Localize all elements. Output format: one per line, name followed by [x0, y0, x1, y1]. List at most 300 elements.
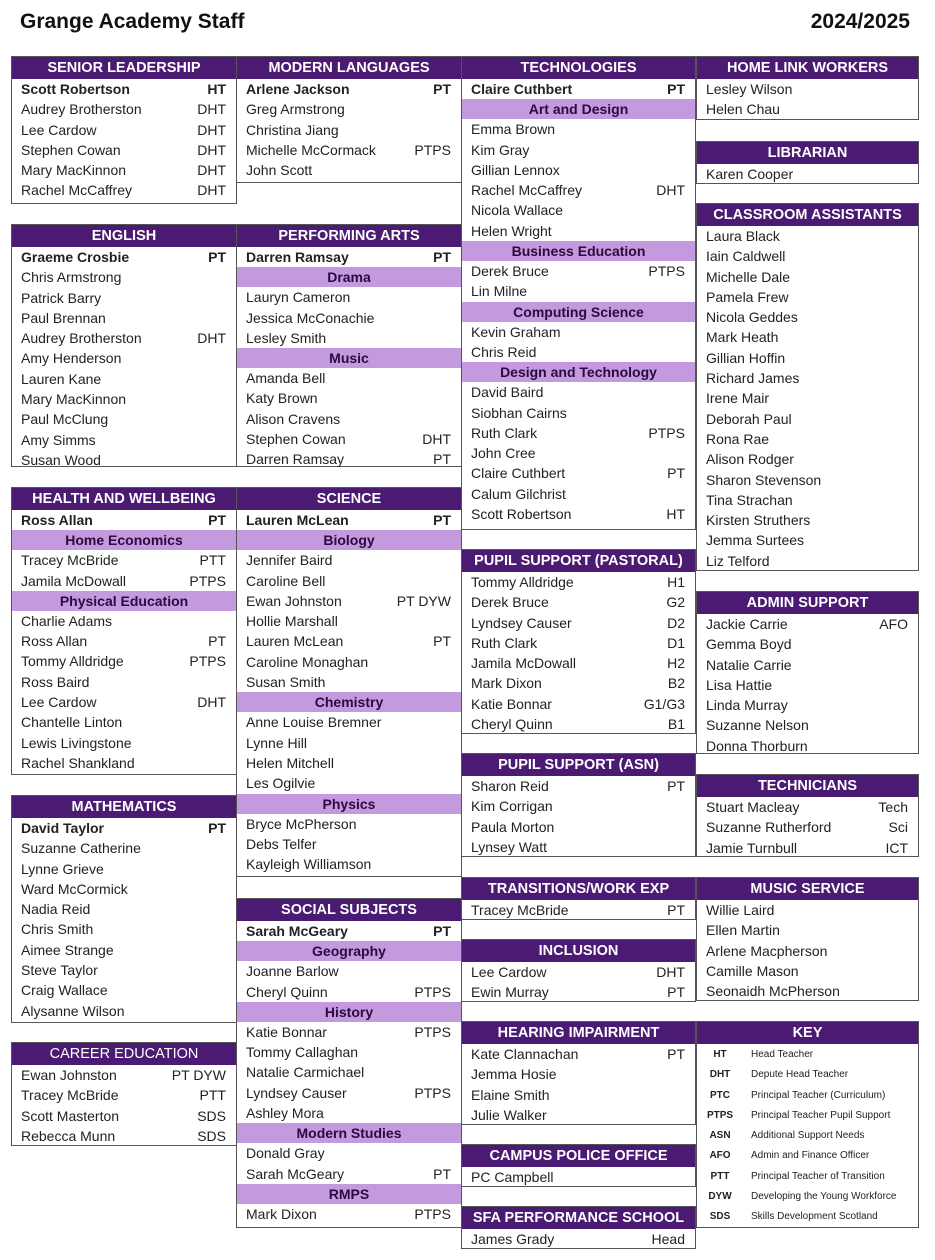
staff-role: B1: [667, 716, 685, 733]
staff-name: Tommy Callaghan: [246, 1044, 359, 1061]
staff-row: [237, 571, 461, 591]
staff-role: AFO: [879, 616, 908, 632]
staff-row: [12, 328, 236, 348]
staff-name: Lee Cardow: [21, 121, 97, 138]
staff-name: Sarah McGeary: [246, 923, 348, 939]
staff-role: PT: [433, 1165, 451, 1182]
staff-role: PT: [667, 465, 685, 482]
staff-row: [12, 308, 236, 328]
staff-name: Chris Reid: [471, 343, 537, 360]
key-row: [697, 1187, 918, 1207]
staff-row: [237, 712, 461, 732]
staff-role: DHT: [197, 694, 226, 711]
staff-row: [237, 79, 461, 99]
staff-name: Jemma Hosie: [471, 1066, 557, 1083]
staff-name: Kirsten Struthers: [706, 512, 811, 529]
section-header: MUSIC SERVICE: [697, 878, 918, 900]
staff-row: [697, 797, 918, 817]
staff-row: [462, 962, 695, 982]
staff-name: Darren Ramsay: [246, 451, 345, 468]
staff-name: Bryce McPherson: [246, 815, 357, 832]
staff-row: [237, 160, 461, 180]
staff-row: [697, 655, 918, 675]
staff-name: Alysanne Wilson: [21, 1002, 125, 1019]
key-code: DYW: [708, 1191, 732, 1203]
staff-name: Katie Bonnar: [246, 1023, 327, 1040]
staff-row: [462, 796, 695, 816]
staff-name: Lewis Livingstone: [21, 734, 132, 751]
key-code: AFO: [709, 1150, 731, 1162]
section-home-link: [696, 56, 919, 120]
staff-row: [697, 226, 918, 246]
staff-row: [697, 388, 918, 408]
section-librarian: [696, 141, 919, 184]
section-header: SFA PERFORMANCE SCHOOL: [462, 1207, 695, 1229]
staff-role: PT: [208, 633, 226, 650]
staff-name: Jamila McDowall: [471, 655, 577, 672]
section-header: MATHEMATICS: [12, 796, 236, 818]
staff-role: PTPS: [414, 1084, 451, 1101]
section-technicians: [696, 774, 919, 857]
staff-name: Camille Mason: [706, 962, 799, 979]
key-description: Admin and Finance Officer: [751, 1150, 870, 1162]
subsection-header-physics: Physics: [237, 794, 461, 814]
staff-name: PC Campbell: [471, 1169, 554, 1185]
section-modern-languages: [236, 56, 462, 183]
staff-row: [12, 919, 236, 939]
staff-row: [462, 694, 695, 714]
staff-name: Jessica McConachie: [246, 309, 375, 326]
staff-row: [237, 652, 461, 672]
staff-role: PT: [433, 512, 451, 528]
staff-name: Ross Allan: [21, 512, 93, 528]
section-header: SCIENCE: [237, 488, 461, 510]
staff-row: [462, 119, 695, 139]
staff-name: Karen Cooper: [706, 166, 794, 182]
staff-name: Tracey McBride: [471, 902, 569, 918]
staff-name: Katie Bonnar: [471, 695, 552, 712]
staff-name: Laura Black: [706, 228, 780, 244]
staff-row: [12, 611, 236, 631]
section-header: TRANSITIONS/WORK EXP: [462, 878, 695, 900]
staff-name: Arlene Macpherson: [706, 942, 828, 959]
staff-role: PT: [667, 984, 685, 1001]
staff-role: PT: [433, 451, 451, 468]
staff-name: Hollie Marshall: [246, 613, 338, 630]
staff-role: Head: [651, 1231, 685, 1247]
staff-name: Willie Laird: [706, 902, 775, 918]
section-pupil-support-pastoral: [461, 549, 696, 734]
staff-row: [462, 1167, 695, 1187]
staff-role: PTPS: [414, 141, 451, 158]
section-header: INCLUSION: [462, 940, 695, 962]
staff-row: [462, 1229, 695, 1249]
staff-name: David Baird: [471, 384, 544, 401]
key-description: Principal Teacher (Curriculum): [751, 1089, 886, 1101]
staff-name: Nicola Wallace: [471, 202, 564, 219]
staff-row: [12, 712, 236, 732]
section-header: SENIOR LEADERSHIP: [12, 57, 236, 79]
section-header: HEARING IMPAIRMENT: [462, 1022, 695, 1044]
staff-row: [237, 672, 461, 692]
staff-row: [697, 327, 918, 347]
staff-row: [697, 307, 918, 327]
staff-name: Gemma Boyd: [706, 636, 792, 653]
staff-name: Lesley Wilson: [706, 81, 793, 97]
key-description: Principal Teacher of Transition: [751, 1170, 885, 1182]
staff-name: Lauren Kane: [21, 370, 102, 387]
staff-role: PTT: [199, 552, 226, 569]
staff-row: [462, 281, 695, 301]
staff-role: H1: [667, 574, 685, 590]
staff-name: Suzanne Nelson: [706, 717, 809, 734]
staff-row: [12, 247, 236, 267]
staff-name: Ewan Johnston: [21, 1067, 117, 1083]
staff-name: Rachel McCaffrey: [21, 182, 133, 199]
key-legend: [696, 1021, 919, 1228]
staff-row: [237, 368, 461, 388]
staff-row: [237, 510, 461, 530]
key-row: [697, 1126, 918, 1146]
staff-name: Kim Gray: [471, 141, 530, 158]
staff-role: DHT: [197, 121, 226, 138]
section-header: HOME LINK WORKERS: [697, 57, 918, 79]
staff-name: Stephen Cowan: [246, 431, 346, 448]
staff-name: Kim Corrigan: [471, 798, 553, 815]
staff-row: [697, 449, 918, 469]
staff-role: PT: [433, 633, 451, 650]
staff-name: Sharon Stevenson: [706, 471, 822, 488]
staff-row: [12, 879, 236, 899]
staff-row: [12, 348, 236, 368]
staff-row: [697, 530, 918, 550]
staff-row: [697, 409, 918, 429]
staff-name: Susan Wood: [21, 451, 101, 468]
staff-name: Liz Telford: [706, 552, 770, 569]
staff-row: [237, 854, 461, 874]
key-description: Depute Head Teacher: [751, 1069, 849, 1081]
section-header: PERFORMING ARTS: [237, 225, 461, 247]
staff-row: [237, 449, 461, 469]
staff-name: Derek Bruce: [471, 263, 549, 280]
staff-name: Paul Brennan: [21, 309, 106, 326]
staff-name: Amanda Bell: [246, 370, 326, 387]
subsection-header-geography: Geography: [237, 941, 461, 961]
key-header: KEY: [697, 1022, 918, 1044]
staff-row: [12, 409, 236, 429]
staff-name: Darren Ramsay: [246, 249, 349, 265]
staff-role: DHT: [656, 964, 685, 980]
staff-row: [462, 1044, 695, 1064]
staff-name: Stuart Macleay: [706, 799, 800, 815]
staff-name: Ashley Mora: [246, 1105, 324, 1122]
staff-name: Ruth Clark: [471, 424, 538, 441]
staff-name: Rebecca Munn: [21, 1127, 116, 1144]
staff-name: Lyndsey Causer: [246, 1084, 347, 1101]
key-code: PTC: [710, 1089, 730, 1101]
staff-row: [12, 99, 236, 119]
staff-row: [697, 79, 918, 99]
staff-name: Helen Wright: [471, 222, 552, 239]
key-row: [697, 1106, 918, 1126]
staff-row: [462, 653, 695, 673]
staff-row: [462, 592, 695, 612]
staff-row: [237, 429, 461, 449]
staff-name: Michelle McCormack: [246, 141, 376, 158]
key-row: [697, 1065, 918, 1085]
staff-role: DHT: [197, 101, 226, 118]
staff-name: Ewin Murray: [471, 984, 549, 1001]
staff-name: Aimee Strange: [21, 941, 114, 958]
staff-name: Helen Mitchell: [246, 754, 334, 771]
staff-name: Lyndsey Causer: [471, 614, 572, 631]
staff-name: Christina Jiang: [246, 121, 339, 138]
staff-row: [697, 817, 918, 837]
section-transitions: [461, 877, 696, 920]
staff-row: [237, 961, 461, 981]
staff-row: [12, 692, 236, 712]
section-performing-arts: [236, 224, 462, 467]
staff-role: PT: [208, 512, 226, 528]
staff-row: [462, 982, 695, 1002]
staff-role: D1: [667, 634, 685, 651]
section-career-education: [11, 1042, 237, 1146]
staff-role: G2: [666, 594, 685, 611]
staff-row: [237, 550, 461, 570]
staff-row: [237, 409, 461, 429]
page-title: Grange Academy Staff: [20, 10, 245, 33]
staff-row: [697, 715, 918, 735]
section-header: ENGLISH: [12, 225, 236, 247]
staff-name: Ward McCormick: [21, 880, 128, 897]
key-code: DHT: [709, 1069, 731, 1081]
key-description: Additional Support Needs: [751, 1130, 865, 1142]
section-social-subjects: [236, 898, 462, 1228]
staff-role: DHT: [656, 182, 685, 199]
staff-role: PT: [433, 923, 451, 939]
section-english: [11, 224, 237, 467]
section-music-service: [696, 877, 919, 1001]
staff-name: Claire Cuthbert: [471, 81, 573, 97]
staff-role: SDS: [197, 1127, 226, 1144]
staff-row: [12, 1065, 236, 1085]
staff-name: Ross Baird: [21, 673, 90, 690]
staff-row: [237, 921, 461, 941]
subsection-header-physical-education: Physical Education: [12, 591, 236, 611]
staff-row: [697, 429, 918, 449]
staff-role: PT: [208, 249, 226, 265]
staff-name: Gillian Hoffin: [706, 349, 786, 366]
staff-row: [237, 1143, 461, 1163]
staff-row: [12, 369, 236, 389]
staff-name: Arlene Jackson: [246, 81, 350, 97]
staff-name: Ruth Clark: [471, 634, 538, 651]
staff-name: Jamila McDowall: [21, 572, 127, 589]
staff-name: Lesley Smith: [246, 329, 327, 346]
staff-name: Scott Robertson: [21, 81, 130, 97]
staff-row: [697, 838, 918, 858]
staff-row: [462, 443, 695, 463]
staff-name: Lee Cardow: [21, 694, 97, 711]
staff-row: [12, 267, 236, 287]
staff-name: Natalie Carrie: [706, 656, 792, 673]
staff-name: Lauren McLean: [246, 512, 349, 528]
staff-row: [12, 288, 236, 308]
staff-row: [12, 140, 236, 160]
staff-name: Cheryl Quinn: [246, 983, 328, 1000]
staff-name: Kayleigh Williamson: [246, 856, 372, 873]
key-code: PTPS: [706, 1109, 734, 1121]
staff-name: Scott Robertson: [471, 506, 572, 523]
staff-row: [237, 308, 461, 328]
staff-name: Caroline Monaghan: [246, 653, 369, 670]
staff-name: Jennifer Baird: [246, 552, 333, 569]
section-classroom-assistants: [696, 203, 919, 571]
staff-row: [462, 900, 695, 920]
staff-row: [237, 611, 461, 631]
key-row: [697, 1167, 918, 1187]
staff-row: [12, 899, 236, 919]
staff-name: Pamela Frew: [706, 288, 789, 305]
staff-name: Patrick Barry: [21, 289, 102, 306]
staff-name: Chris Armstrong: [21, 269, 122, 286]
section-header: CLASSROOM ASSISTANTS: [697, 204, 918, 226]
staff-name: Suzanne Catherine: [21, 840, 141, 857]
staff-row: [697, 900, 918, 920]
staff-row: [697, 287, 918, 307]
staff-row: [12, 818, 236, 838]
section-header: ADMIN SUPPORT: [697, 592, 918, 614]
staff-name: Donald Gray: [246, 1145, 325, 1162]
staff-row: [12, 631, 236, 651]
staff-row: [237, 1204, 461, 1224]
staff-name: Amy Henderson: [21, 350, 122, 367]
staff-row: [462, 423, 695, 443]
staff-row: [462, 200, 695, 220]
staff-row: [462, 160, 695, 180]
staff-row: [237, 1042, 461, 1062]
key-code: HT: [713, 1049, 727, 1060]
section-header: TECHNICIANS: [697, 775, 918, 797]
staff-role: PT: [433, 249, 451, 265]
section-campus-police: [461, 1144, 696, 1187]
staff-row: [12, 450, 236, 470]
key-code: ASN: [709, 1130, 731, 1142]
staff-name: Steve Taylor: [21, 962, 98, 979]
staff-row: [697, 348, 918, 368]
section-sfa-performance: [461, 1206, 696, 1249]
staff-name: Susan Smith: [246, 674, 326, 691]
subsection-header-biology: Biology: [237, 530, 461, 550]
staff-role: DHT: [197, 330, 226, 347]
staff-name: Audrey Brotherston: [21, 330, 142, 347]
staff-row: [237, 120, 461, 140]
staff-row: [462, 261, 695, 281]
staff-row: [12, 79, 236, 99]
staff-name: Chantelle Linton: [21, 714, 123, 731]
key-code: SDS: [709, 1211, 731, 1223]
staff-row: [237, 140, 461, 160]
staff-name: Cheryl Quinn: [471, 716, 553, 733]
staff-row: [237, 388, 461, 408]
staff-row: [697, 551, 918, 571]
staff-name: Alison Cravens: [246, 410, 341, 427]
staff-row: [462, 1105, 695, 1125]
staff-row: [12, 430, 236, 450]
staff-name: Helen Chau: [706, 101, 780, 118]
staff-role: PTPS: [189, 653, 226, 670]
key-code: PTT: [710, 1170, 730, 1182]
staff-row: [697, 961, 918, 981]
staff-row: [237, 1083, 461, 1103]
staff-name: Ellen Martin: [706, 922, 780, 939]
staff-row: [12, 1001, 236, 1021]
subsection-header-design-and-technology: Design and Technology: [462, 362, 695, 382]
staff-name: Paul McClung: [21, 411, 109, 428]
staff-row: [462, 140, 695, 160]
subsection-header-home-economics: Home Economics: [12, 530, 236, 550]
staff-name: Alison Rodger: [706, 451, 794, 468]
staff-role: PT: [433, 81, 451, 97]
section-header: TECHNOLOGIES: [462, 57, 695, 79]
section-header: PUPIL SUPPORT (PASTORAL): [462, 550, 695, 572]
staff-name: Nadia Reid: [21, 901, 91, 918]
staff-role: HT: [666, 506, 685, 523]
staff-name: James Grady: [471, 1231, 555, 1247]
staff-name: Julie Walker: [471, 1106, 547, 1123]
staff-row: [12, 960, 236, 980]
key-description: Skills Development Scotland: [751, 1211, 878, 1223]
section-header: CAMPUS POLICE OFFICE: [462, 1145, 695, 1167]
key-row: [697, 1207, 918, 1227]
section-header: LIBRARIAN: [697, 142, 918, 164]
staff-row: [237, 733, 461, 753]
staff-name: Debs Telfer: [246, 835, 317, 852]
staff-name: Lee Cardow: [471, 964, 547, 980]
staff-name: Lauryn Cameron: [246, 289, 351, 306]
staff-row: [237, 1164, 461, 1184]
section-pupil-support-asn: [461, 753, 696, 857]
staff-role: DHT: [197, 141, 226, 158]
staff-name: Caroline Bell: [246, 572, 326, 589]
staff-row: [697, 614, 918, 634]
staff-role: PTPS: [189, 572, 226, 589]
staff-role: B2: [667, 675, 685, 692]
staff-role: PT: [667, 902, 685, 918]
staff-name: Mark Dixon: [246, 1205, 317, 1222]
staff-row: [237, 631, 461, 651]
staff-row: [237, 982, 461, 1002]
section-header: MODERN LANGUAGES: [237, 57, 461, 79]
staff-row: [462, 1085, 695, 1105]
key-description: Developing the Young Workforce: [751, 1191, 897, 1203]
staff-role: PT DYW: [171, 1067, 226, 1083]
staff-row: [462, 572, 695, 592]
staff-name: Kate Clannachan: [471, 1046, 579, 1062]
staff-name: Emma Brown: [471, 121, 556, 138]
staff-role: H2: [667, 655, 685, 672]
staff-row: [237, 328, 461, 348]
staff-name: Mary MacKinnon: [21, 391, 127, 408]
staff-name: Kevin Graham: [471, 323, 561, 340]
staff-row: [12, 389, 236, 409]
staff-row: [462, 403, 695, 423]
staff-name: Les Ogilvie: [246, 775, 316, 792]
staff-row: [12, 571, 236, 591]
staff-name: Donna Thorburn: [706, 737, 808, 754]
staff-row: [12, 733, 236, 753]
staff-row: [237, 1062, 461, 1082]
